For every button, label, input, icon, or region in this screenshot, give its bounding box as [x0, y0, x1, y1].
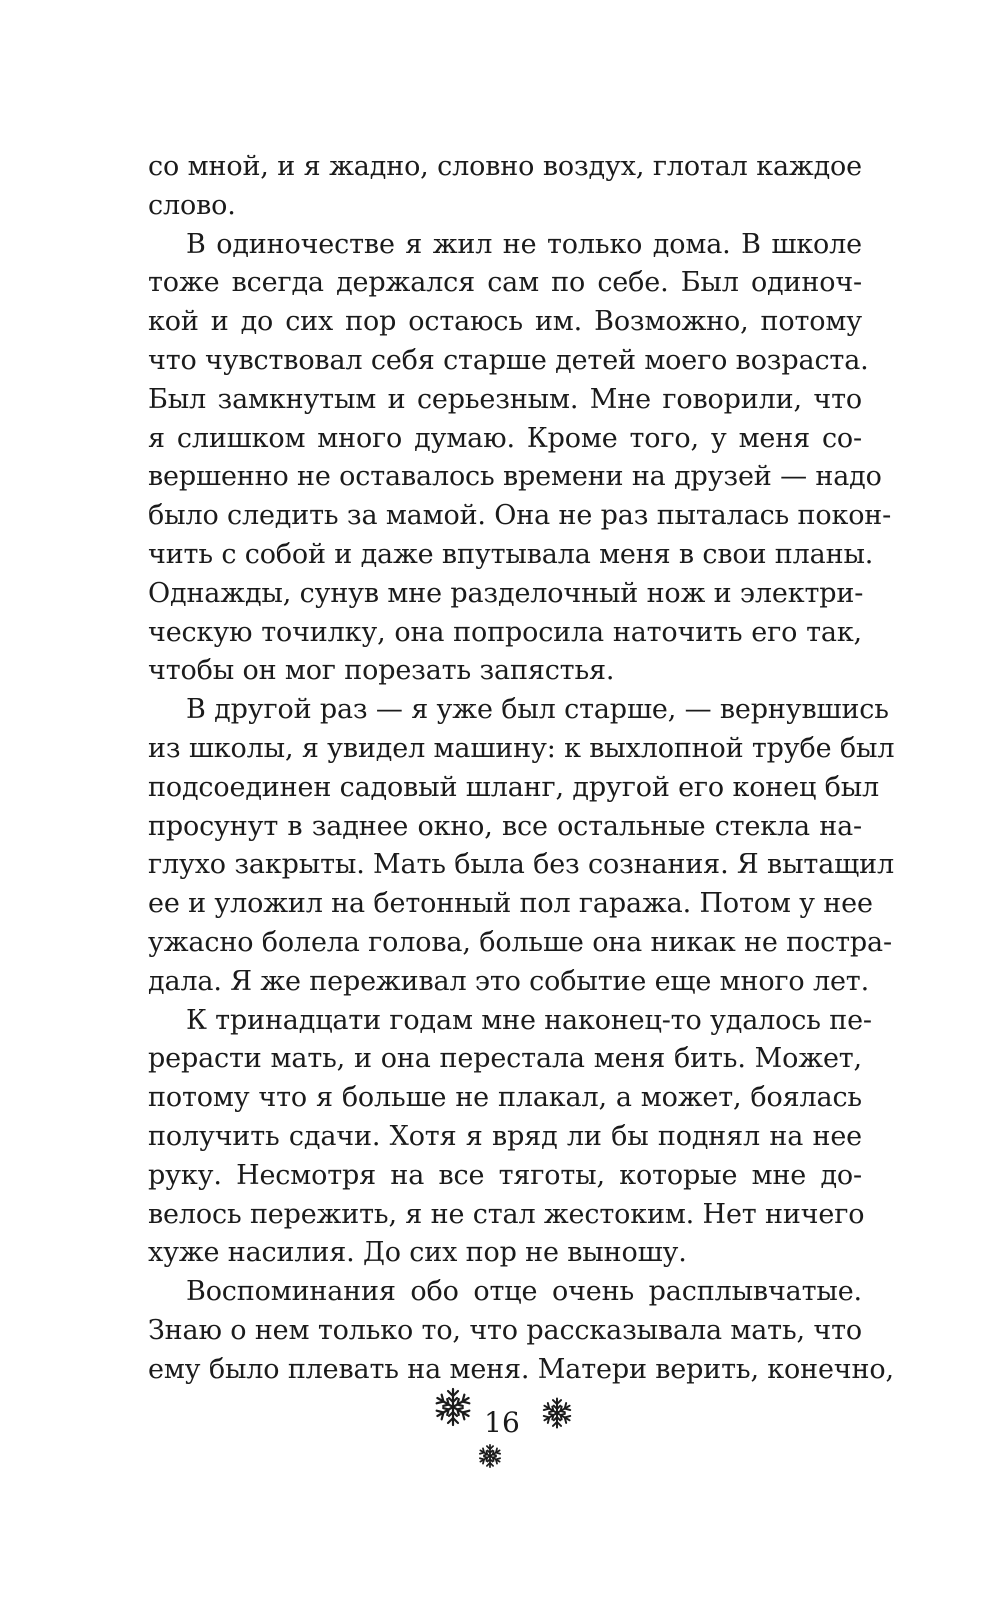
text-line: ее и уложил на бетонный пол гаража. Потом у нее — [148, 888, 873, 920]
text-line: получить сдачи. Хотя я вряд ли бы поднял на нее — [148, 1120, 862, 1152]
text-line: тоже всегда держался сам по себе. Был одиноч- — [148, 267, 862, 299]
text-line: Однажды, сунув мне разделочный нож и электри- — [148, 577, 864, 609]
text-line: потому что я больше не плакал, а может, боялась — [148, 1082, 862, 1114]
text-line: чтобы он мог порезать запястья. — [148, 655, 615, 687]
text-line: В одиночестве я жил не только дома. В школе — [186, 228, 862, 260]
text-line: ужасно болела голова, больше она никак не постра- — [148, 926, 892, 958]
text-line: ему было плевать на меня. Матери верить, конечно, — [148, 1353, 894, 1385]
text-line: Знаю о нем только то, что рассказывала мать, что — [148, 1314, 862, 1346]
text-line: кой и до сих пор остаюсь им. Возможно, потому — [148, 306, 862, 338]
page-number: 16 — [484, 1406, 520, 1439]
snowflake-icon — [432, 1386, 474, 1428]
text-line: В другой раз — я уже был старше, — вернувшись — [186, 694, 889, 726]
text-line: Воспоминания обо отце очень расплывчатые. — [186, 1276, 862, 1308]
text-line: было следить за мамой. Она не раз пыталась покон- — [148, 500, 892, 532]
text-line: что чувствовал себя старше детей моего возраста. — [148, 344, 869, 376]
text-line: велось пережить, я не стал жестоким. Нет ничего — [148, 1198, 865, 1230]
text-line: хуже насилия. До сих пор не выношу. — [148, 1237, 687, 1269]
text-line: глухо закрыты. Мать была без сознания. Я вытащил — [148, 849, 894, 881]
text-line: дала. Я же переживал это событие еще много лет. — [148, 965, 870, 997]
text-line: я слишком много думаю. Кроме того, у меня со- — [148, 422, 862, 454]
snowflake-icon — [540, 1396, 574, 1430]
text-line: ческую точилку, она попросила наточить его так, — [148, 616, 862, 648]
text-line: рерасти мать, и она перестала меня бить. Может, — [148, 1043, 862, 1075]
text-line: К тринадцати годам мне наконец-то удалось пе- — [186, 1004, 872, 1036]
text-line: слово. — [148, 189, 236, 221]
text-line: из школы, я увидел машину: к выхлопной трубе был — [148, 732, 895, 764]
text-line: просунут в заднее окно, все остальные стекла на- — [148, 810, 862, 842]
text-line: Был замкнутым и серьезным. Мне говорили, что — [148, 383, 862, 415]
text-line: руку. Несмотря на все тяготы, которые мне до- — [148, 1159, 862, 1191]
snowflake-icon — [477, 1443, 503, 1469]
text-line: со мной, и я жадно, словно воздух, глотал каждое — [148, 151, 862, 182]
body-text — [148, 148, 895, 1390]
text-line: подсоединен садовый шланг, другой его конец был — [148, 771, 880, 803]
text-line: вершенно не оставалось времени на друзей — надо — [148, 461, 882, 493]
text-line: чить с собой и даже впутывала меня в свои планы. — [148, 538, 874, 570]
